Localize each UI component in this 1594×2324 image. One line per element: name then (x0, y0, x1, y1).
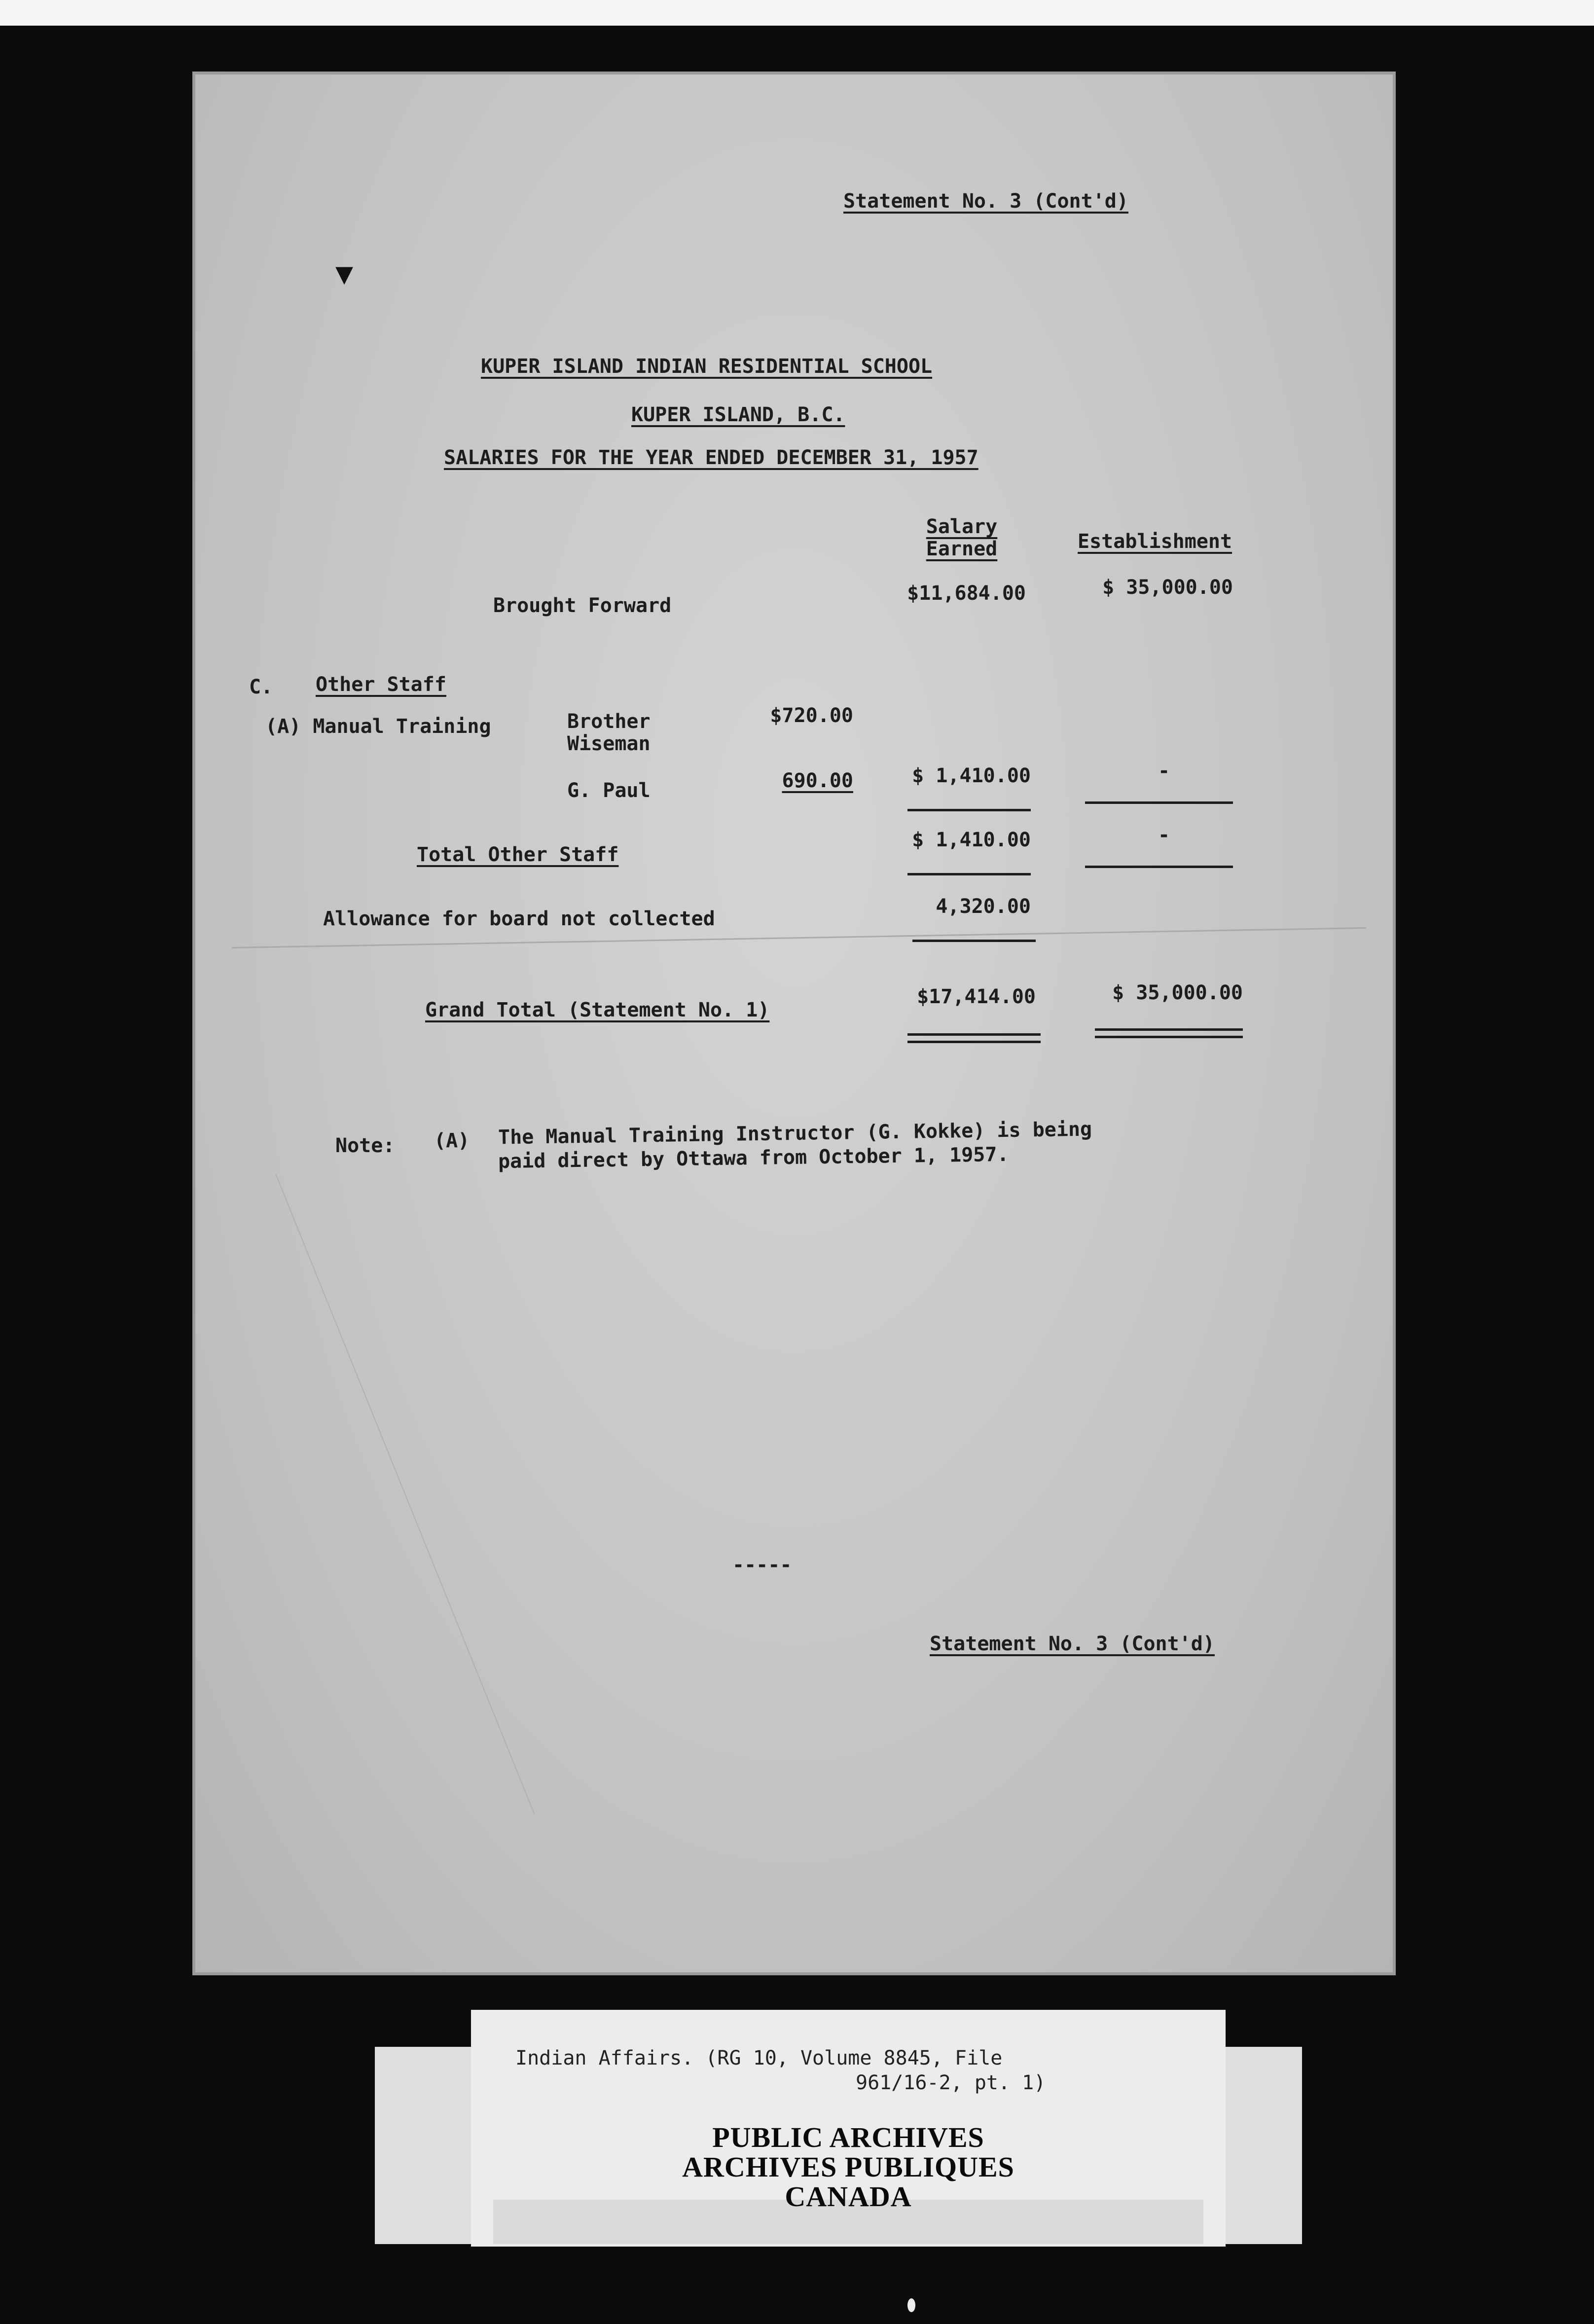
section-heading: Other Staff (316, 673, 446, 696)
column-establishment: Establishment (1078, 530, 1232, 553)
total-other-staff-salary: $ 1,410.00 (912, 829, 1031, 851)
total-other-staff-label: Total Other Staff (417, 843, 619, 866)
note-label: Note: (335, 1134, 395, 1157)
rule (912, 940, 1036, 942)
note-marker: (A) (434, 1129, 470, 1152)
note-line1: The Manual Training Instructor (G. Kokke) is being (498, 1118, 1092, 1149)
brought-forward-salary: $11,684.00 (907, 582, 1026, 605)
rule (907, 873, 1031, 875)
grand-total-label: Grand Total (Statement No. 1) (425, 999, 770, 1021)
manual-training-label: (A) Manual Training (265, 715, 491, 738)
statement-header-top: Statement No. 3 (Cont'd) (843, 190, 1128, 213)
document-title: KUPER ISLAND INDIAN RESIDENTIAL SCHOOL (481, 355, 933, 378)
archive-stamp-line3: CANADA (785, 2180, 912, 2213)
grand-total-establishment: $ 35,000.00 (1112, 981, 1243, 1004)
allowance-salary: 4,320.00 (936, 895, 1031, 918)
brought-forward-establishment: $ 35,000.00 (1102, 576, 1233, 599)
punch-hole-icon: ▼ (335, 256, 354, 291)
subtotal-salary: $ 1,410.00 (912, 764, 1031, 787)
staff-name-line1: Brother (567, 710, 651, 733)
document-location: KUPER ISLAND, B.C. (631, 403, 845, 426)
footer-dash: ----- (732, 1554, 792, 1576)
grand-total-salary: $17,414.00 (917, 985, 1036, 1008)
double-rule (1095, 1036, 1243, 1038)
document-period: SALARIES FOR THE YEAR ENDED DECEMBER 31, 1957 (444, 446, 978, 469)
double-rule (907, 1041, 1041, 1043)
archive-reference-line2: 961/16-2, pt. 1) (856, 2071, 1046, 2094)
statement-footer: Statement No. 3 (Cont'd) (930, 1633, 1215, 1655)
section-letter: C. (249, 676, 273, 698)
rule (1085, 866, 1233, 868)
staff-amount: $720.00 (770, 704, 853, 727)
archive-stamp-line2: ARCHIVES PUBLIQUES (682, 2151, 1014, 2183)
double-rule (907, 1033, 1041, 1036)
archive-stamp-line1: PUBLIC ARCHIVES (712, 2121, 984, 2153)
column-salary-line1: Salary (926, 515, 998, 538)
staff-name: G. Paul (567, 779, 651, 802)
subtotal-establishment: - (1158, 760, 1170, 782)
staff-amount: 690.00 (782, 769, 853, 792)
column-salary-line2: Earned (926, 538, 998, 560)
double-rule (1095, 1028, 1243, 1031)
archive-reference-line1: Indian Affairs. (RG 10, Volume 8845, File (515, 2047, 1003, 2070)
rule (1085, 801, 1233, 804)
total-other-staff-establishment: - (1158, 824, 1170, 846)
brought-forward-label: Brought Forward (493, 594, 672, 617)
staff-name-line2: Wiseman (567, 732, 651, 755)
note-line2: paid direct by Ottawa from October 1, 1957. (498, 1143, 1009, 1173)
film-speck (907, 2298, 915, 2312)
rule (907, 809, 1031, 811)
film-edge (0, 0, 1594, 26)
allowance-label: Allowance for board not collected (323, 908, 715, 930)
